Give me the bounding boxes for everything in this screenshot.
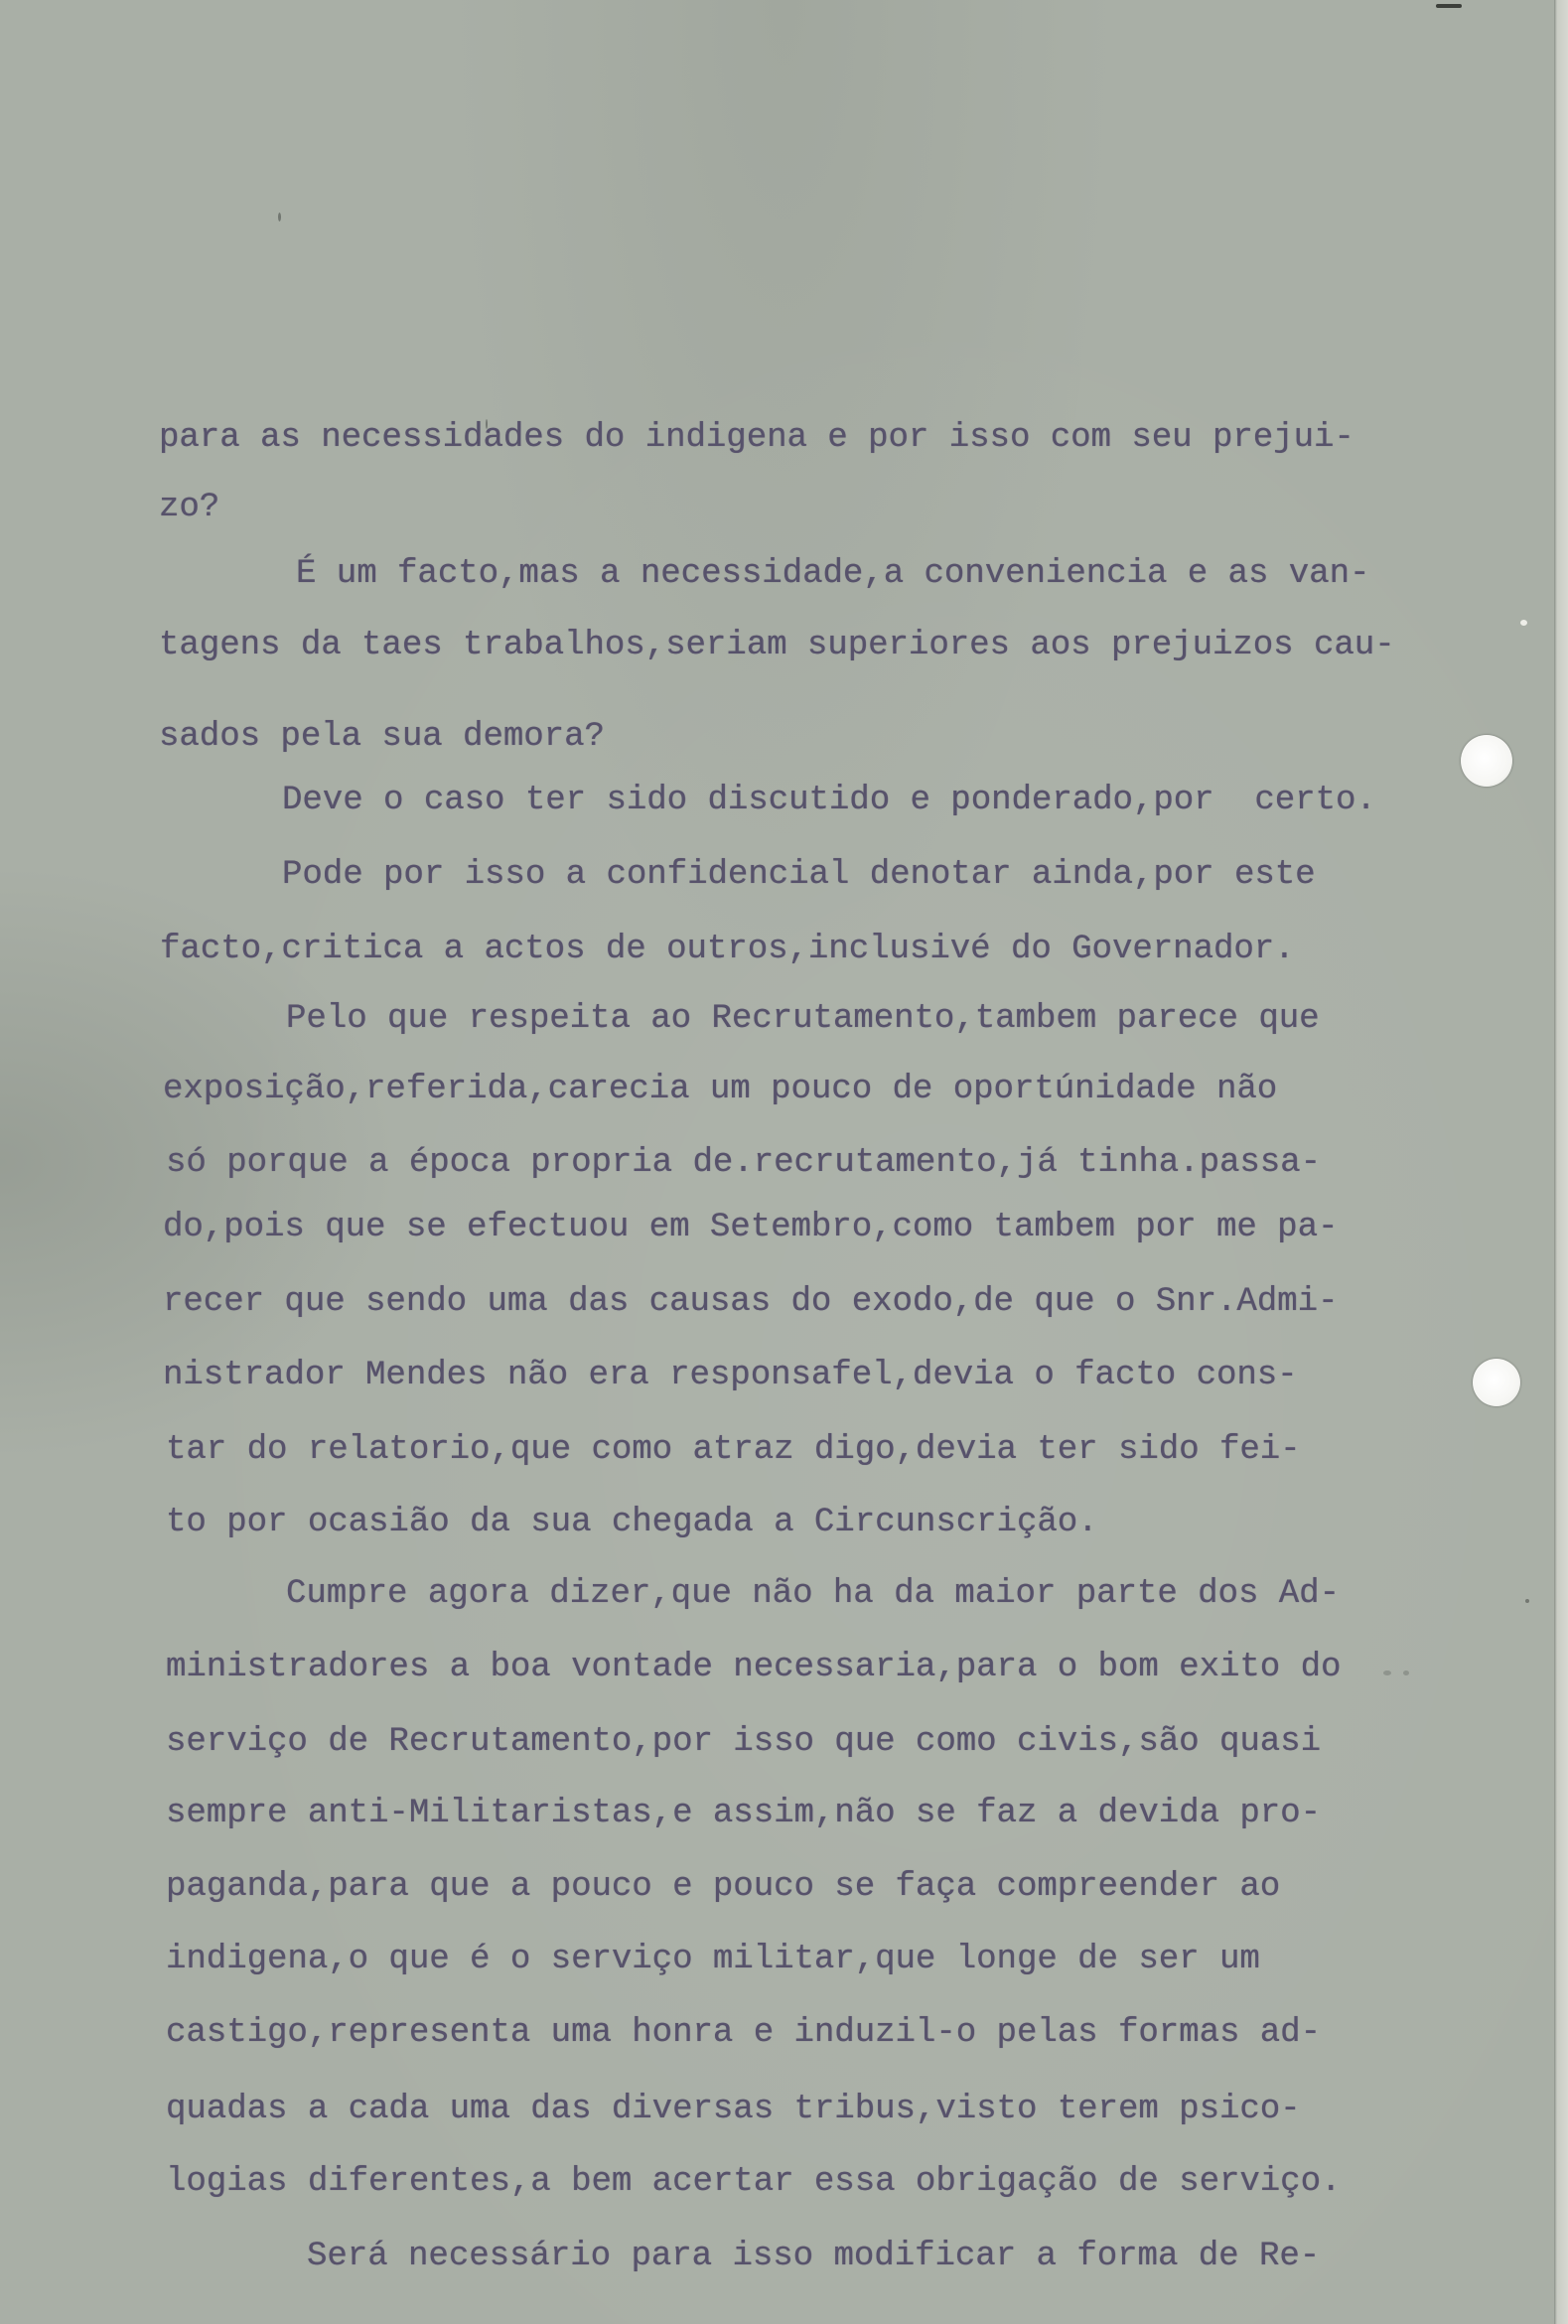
- text-line: quadas a cada uma das diversas tribus,visto terem psico-: [166, 2091, 1301, 2128]
- text-line: castigo,representa uma honra e induzil-o pelas formas ad-: [166, 2014, 1321, 2052]
- text-line: Pelo que respeita ao Recrutamento,tambem parece que: [286, 1000, 1320, 1038]
- text-line: paganda,para que a pouco e pouco se faça compreender ao: [166, 1868, 1281, 1906]
- paper-speck: [1403, 1670, 1409, 1675]
- punch-hole: [1473, 1359, 1520, 1406]
- text-line: ministradores a boa vontade necessaria,para o bom exito do: [166, 1649, 1342, 1686]
- text-line: para as necessidades do indigena e por isso com seu prejui-: [159, 419, 1354, 457]
- paper-speck: [1520, 620, 1527, 626]
- paper-speck: [1525, 1599, 1529, 1603]
- text-line: exposição,referida,carecia um pouco de oportúnidade não: [163, 1071, 1278, 1108]
- text-line: serviço de Recrutamento,por isso que como civis,são quasi: [166, 1723, 1321, 1761]
- paper-right-edge: [1554, 0, 1568, 2324]
- text-line: tar do relatorio,que como atraz digo,devia ter sido fei-: [166, 1431, 1301, 1469]
- text-line: Deve o caso ter sido discutido e ponderado,por certo.: [282, 782, 1376, 819]
- text-line: zo?: [159, 489, 220, 526]
- paper-mark: [1436, 4, 1462, 8]
- text-line: Será necessário para isso modificar a forma de Re-: [307, 2238, 1321, 2275]
- text-line: É um facto,mas a necessidade,a conveniencia e as van-: [296, 555, 1370, 593]
- text-line: indigena,o que é o serviço militar,que longe de ser um: [166, 1941, 1260, 1978]
- punch-hole: [1461, 735, 1512, 787]
- text-line: do,pois que se efectuou em Setembro,como tambem por me pa-: [163, 1209, 1339, 1246]
- paper-speck: [1383, 1670, 1391, 1675]
- text-line: só porque a época propria de.recrutamento,já tinha.passa-: [166, 1144, 1321, 1182]
- text-line: to por ocasião da sua chegada a Circunscrição.: [166, 1504, 1098, 1541]
- text-line: sempre anti-Militaristas,e assim,não se faz a devida pro-: [166, 1795, 1321, 1832]
- text-line: logias diferentes,a bem acertar essa obrigação de serviço.: [166, 2163, 1342, 2201]
- text-line: nistrador Mendes não era responsafel,devia o facto cons-: [163, 1357, 1298, 1394]
- paper-speck: [278, 213, 281, 221]
- text-line: facto,critica a actos de outros,inclusivé do Governador.: [160, 931, 1295, 968]
- text-line: sados pela sua demora?: [159, 718, 605, 756]
- text-line: Pode por isso a confidencial denotar ainda,por este: [282, 856, 1316, 894]
- text-line: tagens da taes trabalhos,seriam superiores aos prejuizos cau-: [159, 627, 1395, 664]
- text-line: recer que sendo uma das causas do exodo,de que o Snr.Admi-: [163, 1283, 1339, 1321]
- text-line: Cumpre agora dizer,que não ha da maior parte dos Ad-: [286, 1575, 1340, 1613]
